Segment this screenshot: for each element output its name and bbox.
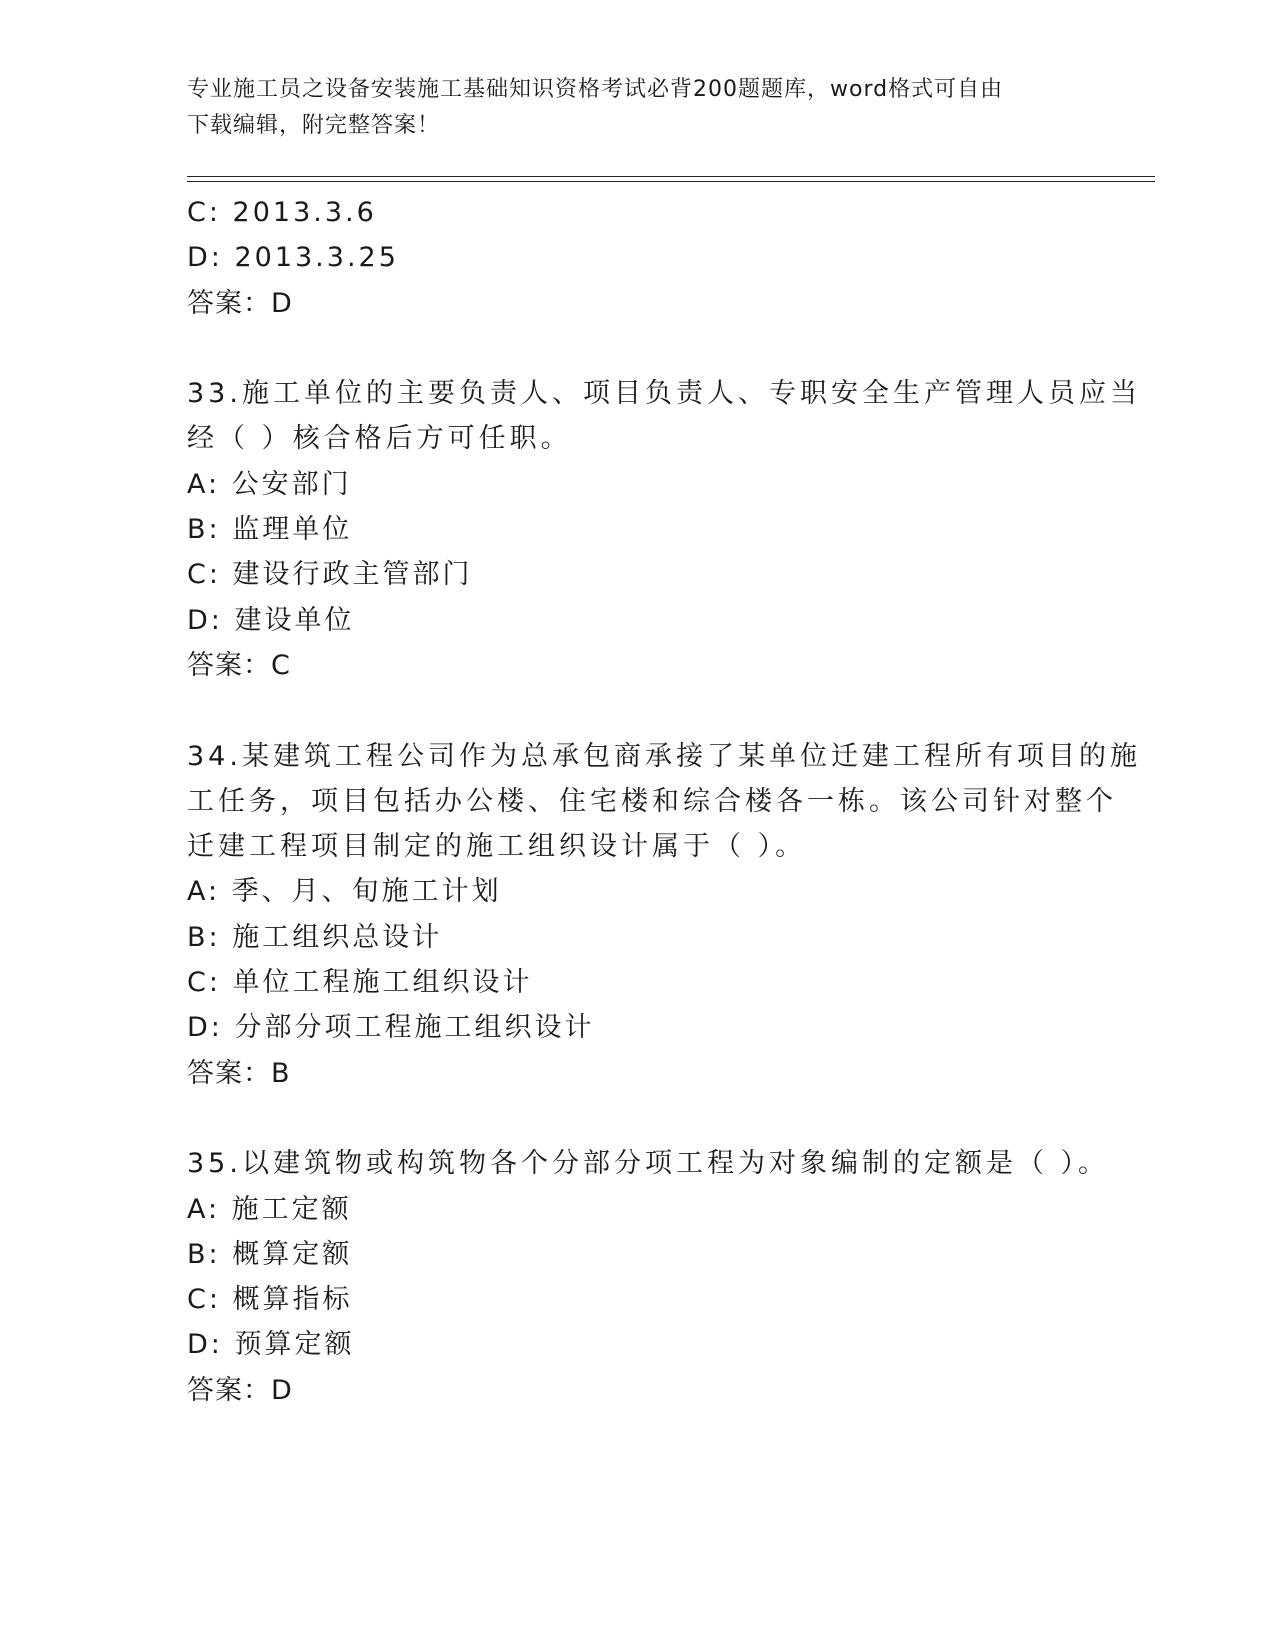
answer-line: 答案：B <box>187 1057 291 1089</box>
option-b: B: 监理单位 <box>187 514 353 546</box>
option-c: C: 建设行政主管部门 <box>187 559 473 591</box>
question-33-line-2: 经（ ）核合格后方可任职。 <box>187 423 572 455</box>
option-d: D: 预算定额 <box>187 1329 355 1361</box>
answer-line: 答案：C <box>187 649 291 681</box>
question-content <box>187 190 1141 1413</box>
option-d: D: 2013.3.25 <box>187 242 399 274</box>
header-line-1: 专业施工员之设备安装施工基础知识资格考试必背200题题库，word格式可自由 <box>187 77 1004 102</box>
answer-line: 答案：D <box>187 287 293 319</box>
header-line-2: 下载编辑，附完整答案！ <box>187 113 441 138</box>
option-c: C: 概算指标 <box>187 1284 353 1316</box>
question-34-line-2: 工任务，项目包括办公楼、住宅楼和综合楼各一栋。该公司针对整个 <box>187 785 1117 817</box>
header-rule-bottom <box>187 181 1155 182</box>
option-d: D: 分部分项工程施工组织设计 <box>187 1012 595 1044</box>
question-33-line-1: 33.施工单位的主要负责人、项目负责人、专职安全生产管理人员应当 <box>187 378 1141 410</box>
option-a: A: 施工定额 <box>187 1193 352 1225</box>
option-d: D: 建设单位 <box>187 604 355 636</box>
question-34-line-3: 迁建工程项目制定的施工组织设计属于（ ）。 <box>187 831 807 863</box>
question-35-line-1: 35.以建筑物或构筑物各个分部分项工程为对象编制的定额是（ ）。 <box>187 1148 1110 1180</box>
option-c: C: 2013.3.6 <box>187 197 377 228</box>
option-a: A: 季、月、旬施工计划 <box>187 876 502 908</box>
spacer <box>187 326 1087 371</box>
question-34-line-1: 34.某建筑工程公司作为总承包商承接了某单位迁建工程所有项目的施 <box>187 740 1141 772</box>
answer-line: 答案：D <box>187 1374 293 1406</box>
option-a: A: 公安部门 <box>187 468 352 500</box>
spacer <box>187 688 1087 733</box>
option-b: B: 概算定额 <box>187 1238 353 1270</box>
option-b: B: 施工组织总设计 <box>187 921 443 953</box>
header-rule-top <box>187 176 1155 177</box>
document-header <box>187 72 1067 144</box>
option-c: C: 单位工程施工组织设计 <box>187 967 533 999</box>
spacer <box>187 1096 1087 1141</box>
